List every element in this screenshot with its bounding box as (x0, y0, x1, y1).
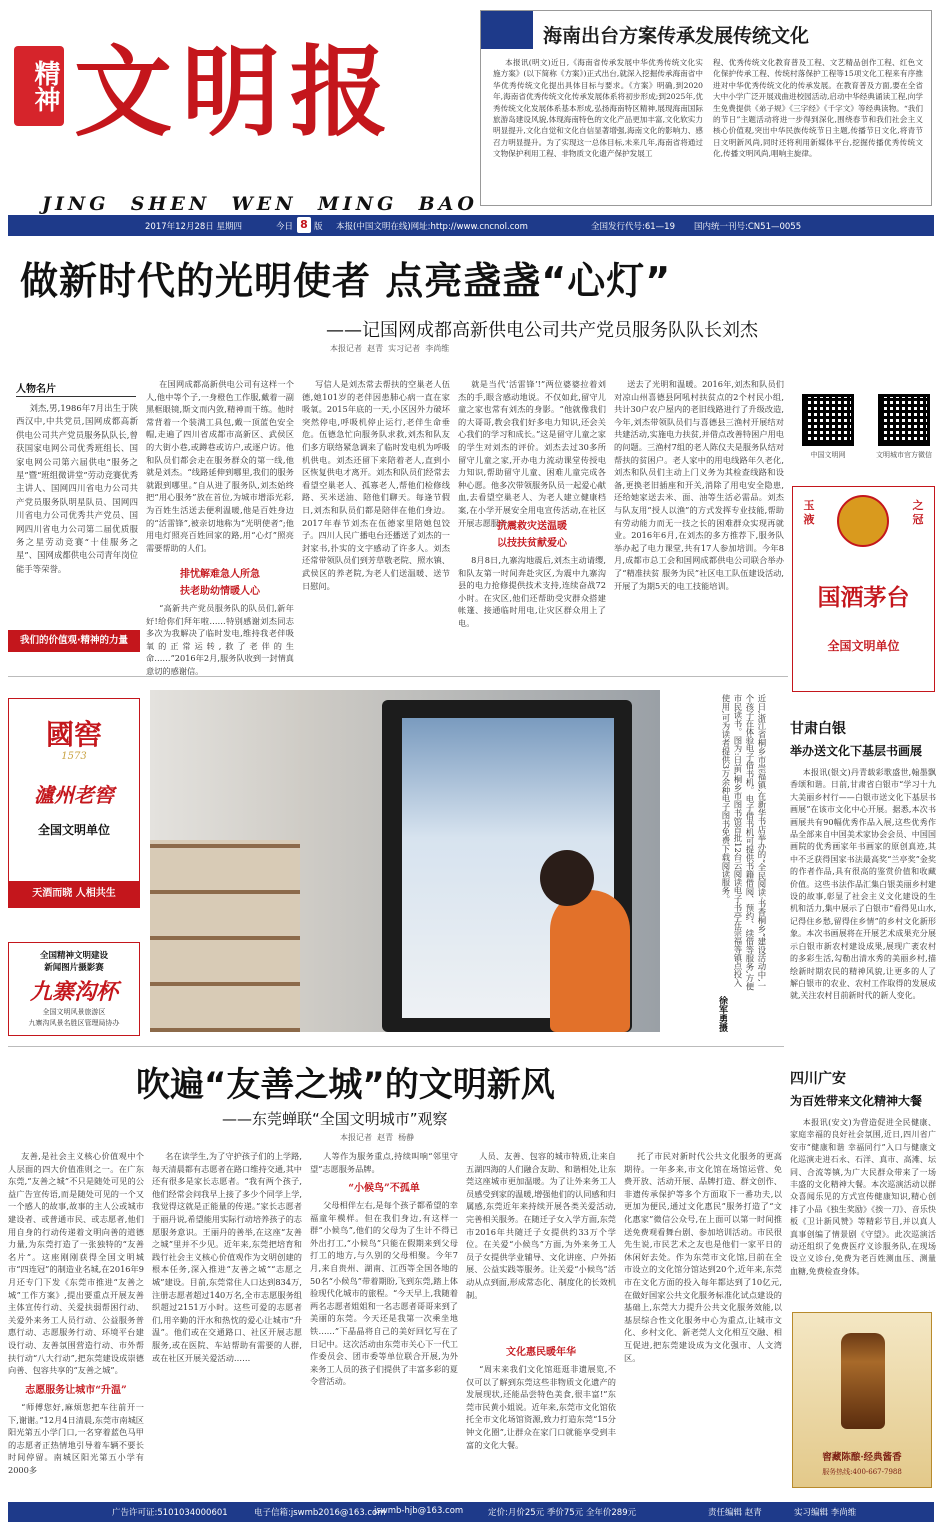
newspaper-pinyin: JING SHEN WEN MING BAO (42, 193, 478, 215)
moutai-top-left: 玉液 (803, 499, 815, 526)
right-news-1-text: 本报讯(银文)丹青载彩歌盛世,翰墨飘香颂和谐。日前,甘肃省白银市“学习十九大美丽乡村行——白银市送文化下基层书画展”在该市文化中心开展。据悉,本次书画展共有90幅优秀作品入展,这些优秀作品全部来自中国美术家协会会员、中国国画院的优秀画家年书画家的原创真迹,其中不乏获得国家书法最高奖“兰亭奖”金奖的作者作品,具有很高的鉴赏价值和收藏价值。这些书法作品汇集白银美丽乡村建设的故事,彰显了社会主义文化建设的生机和活力,集中展示了白银市“看得见山水,记得住乡愁,留得住乡情”的乡村文化新形象。本次书画展将在开展艺术成果充分展示白银市新农村建设成果,展现广袤农村的多彩生活,勾勒出清水秀的美丽乡村,描绘新时期农民的精神风貌,让更多的人了解白银市的农业、农村工作取得的发展成就,关注农村目前新时代的新人变化。 (790, 768, 936, 1001)
second-col-1b-text: “师傅您好,麻烦您把车往前开一下,谢谢。”12月4日清晨,东莞市南城区阳光第五小学门口,一名穿着蓝色马甲的志愿者正热情地引导着车辆不要长时间停留。南城区阳光第五小学有2000多 (8, 1402, 144, 1475)
moutai-emblem-icon (837, 495, 889, 547)
qr-code-2-label: 文明城市官方微信 (876, 451, 932, 459)
photo-caption: 近日,浙江省桐乡市崇福镇,在新华书店举办的“全民阅读·书香桐乡”建设活动中,一个孩子在体验电子借书机。电子借书机可提供书籍借阅、预约、续借等服务,方便市民读书。图为:日前,桐乡市图书馆首批12台云阅读电子书亭在崇福等镇点投入使用,可为读者提供3万余种电子图书免费下载阅读服务。 (721, 694, 767, 991)
top-news-bar (481, 11, 533, 49)
right-news-2-subtitle: 为百姓带来文化精神大餐 (790, 1094, 923, 1108)
footer-ad-license: 广告许可证:5101034000601 (112, 1508, 228, 1518)
profile-text: 刘杰,男,1986年7月出生于陕西汉中,中共党员,国网成都高新供电公司共产党员服务队队长,曾获国家电网公司优秀班组长、国家电网公司第六届供电“服务之星”暨“班组微讲堂”劳动竞赛优秀主讲人、国网四川省电力公司共产党员服务队明星队员、国网四川省电力公司优秀共产党员、国网四川省电力公司第二届优质服务之星劳动竞赛“十佳服务之星”、国网成都供电公司青年岗位能手等荣誉。 (16, 403, 138, 574)
footer-intern: 实习编辑 李尚维 (794, 1508, 857, 1518)
top-news-col2: 程、优秀传统文化教育普及工程、文艺精品创作工程、红色文化保护传承工程、传统村落保护工程等15项文化工程来有序推进对中华优秀传统文化的传承发展。在教育普及方面,要在全省大中小学广泛开展戏曲进校园活动,启动中华经典诵读工程,向学生免费提供《弟子规》《三字经》《千字文》等经典读物。“我们的节日”主题活动将进一步得到深化,围绕春节和我们社会主义核心价值观,突出中华民族传统节日主题,传播节日文化,将青节日文明新风尚,同时还将利用新媒体平台,挖掘传播优秀传统文化,传播文明风尚,唱响主旋律。 (713, 58, 923, 159)
right-news-2-text: 本报讯(安文)为营造促进全民健康、家庭幸福的良好社会氛围,近日,四川省广安市“健康和谐 幸福同行”入口与健康文化巡演走进石永、石洋、真市、高滩、坛同、合流等镇,为广大民群众带来了一场丰盛的文化精神大餐。本次巡演活动以群众喜闻乐见的方式宣传健康知识,精心创排了小品《独生奖励》《挨一刀》、音乐快板《卫计新风赞》等精彩节目,并以真人真事创编了情景剧《守望》。此次巡演活动还组织了免费医疗义诊服务队,在现场设立义诊台,免费为老百姓测血压、测量血糖,免费检查身体。 (790, 1118, 936, 1276)
lead-byline: 本报记者 赵青 实习记者 李尚维 (330, 344, 450, 353)
photo-child (550, 890, 630, 1032)
jiuzhai-host-2: 九寨沟风景名胜区管理局协办 (28, 1019, 120, 1027)
lead-col-2: 写信人是刘杰常去帮扶的空巢老人伍德,她101岁的老伴因患肺心病一直在家吸氧。2015年底的一天,小区因外力破坏突然停电,呼吸机停止运行,老伴生命垂危。伍德急忙向服务队求救,刘杰和队友们多方联络紧急调来了临时发电机为呼吸机供电。刘杰还留下来陪着老人,直到小区恢复供电才离开。刘杰和队员们经常去看望空巢老人、孤寡老人,帮他们检修线路、买米送油、陪他们聊天。每逢节假日,刘杰和队员们都是陪伴在他们身边。2017年春节刘杰在伍德家里陪她包饺子。四川人民广播电台还播送了刘杰的一封家书,扑实的文字感动了许多人。刘杰还常带领队员们到芳草敬老院、照水镇、武侯区的养老院,为老人们送温暖、送节日慰问。 (302, 379, 450, 591)
jiuzhai-subtitle: 新闻图片摄影赛 (44, 963, 104, 973)
jiuzhai-ad[interactable] (8, 942, 140, 1036)
section-divider-2 (8, 1046, 784, 1047)
second-col-1-text: 友善,是社会主义核心价值观中个人层面的四大价值准则之一。在广东东莞,“友善之城”不只是随处可见的公益广告宣传语,而是随处可见的一个又一个感人的故事,故事的主人公或城市建设者、或普通市民、或志愿者,他们用自身的行动传递着文明向善的道德力量,为东莞打造了一张独特的“友善名片”。这座刚刚获得全国文明城市“四连冠”的制造业名城,在2016年9月还专门下发《东莞市推进“友善之城”工作方案》,提出要重点开展友善主体宣传行动、关爱扶弱帮困行动、关爱外来务工人员行动、公益服务普惠行动、志愿服务行动、环境平台建设行动、友善氛围营造行动、市外帮扶行动“八大行动”,把东莞建设成崇德向善、包容共享的“友善之城”。 (8, 1151, 144, 1376)
footer-bar (8, 1502, 934, 1522)
header-info-bar (8, 215, 934, 236)
moutai-unit: 全国文明单位 (827, 639, 900, 653)
photo-bookshelf (150, 840, 300, 1032)
jiuzhai-title: 全国精神文明建设 (39, 951, 108, 961)
jiuzhai-host-1: 全国文明风景旅游区 (42, 1008, 106, 1016)
footer-email-2[interactable]: jswmb-hjb@163.com (374, 1506, 464, 1516)
lead-col-1 (146, 378, 294, 676)
second-byline: 本报记者 赵青 杨静 (340, 1133, 415, 1142)
photo-credit: 徐军勇摄 (717, 996, 727, 1032)
luzhou-ad[interactable] (8, 698, 140, 908)
lead-col-1-text: 在国网成都高新供电公司有这样一个人,他中等个子,一身橙色工作服,戴着一副黑框眼镜,斯文而内敛,精神而干练。他时常背着一个装满工具包,戴一顶蓝色安全帽,走遍了四川省成都市高新区、武侯区的大街小巷,或蹲巷或访户,或逐户访。他和队员们都会走在服务群众的第一线,他就是刘杰。“线路延伸到哪里,我们的服务就跟到哪里。”自从进了服务队,刘杰始终把“用心服务”放在首位,为城市增添光彩,为百姓生活送去便利温暖,他是百姓身边的“活雷锋”,被亲切地称为“光明使者”;他用电灯照亮百姓回家的路,用“心灯”照亮需要帮助的人们。 (146, 379, 294, 553)
second-col-1 (8, 1150, 144, 1496)
second-subhead-1: 志愿服务让城市“升温” (25, 1385, 127, 1396)
second-subhead-3: 文化惠民暖年华 (506, 1347, 576, 1358)
newspaper-title: 文明报 (74, 35, 399, 150)
lead-col-1b-text: “高新共产党员服务队的队员们,新年好!给你们拜年啦……特别感谢刘杰同志多次为我解决了临时发电,维持我老伴吸氧的正常运转,救了老伴的生命……”2016年2月,服务队收到一封情真意切的感谢信。 (146, 603, 294, 676)
lead-headline: 做新时代的光明使者 点亮盏盏“心灯” (20, 259, 672, 303)
today-label: 今日 (276, 222, 294, 232)
qr-code-2-img[interactable] (878, 394, 930, 446)
bottle-icon (841, 1333, 885, 1429)
lead-subhead-2: 抗震救灾送温暖 (497, 521, 567, 532)
footer-email[interactable]: 电子信箱:jswmb2016@163.com (254, 1508, 386, 1518)
lead-col-3 (458, 378, 606, 666)
second-headline: 吹遍“友善之城”的文明新风 (136, 1065, 555, 1105)
second-col-4 (466, 1150, 616, 1496)
second-subtitle: ——东莞蝉联“全国文明城市”观察 (222, 1110, 448, 1128)
lead-col-3b-text: 8月8日,九寨沟地震后,刘杰主动请缨,和队友第一时间奔赴灾区,为震中九寨沟县的电力抢修提供技术支持,连续奋战72小时。在灾区,他们还帮助受灾群众搭建帐篷、接通临时用电,让灾区群众用上了电。 (458, 555, 606, 628)
second-subhead-2: “小候鸟”不孤单 (348, 1183, 420, 1194)
moutai-ad[interactable] (792, 486, 935, 692)
second-col-5: 托了市民对新时代公共文化服务的更高期待。一年多来,市文化馆在场馆运营、免费开放、活动开展、品牌打造、群文创作、非遗传承保护等多个方面取下一番功夫,以更加为便民,通过文化惠民”服务打造了“文化惠家”微信公众号,在上面可以第一时间推送免费观看舞台剧、参加培训活动。市民很先生说,市民艺术之友也是他们一家平日的休闲好去处。作为东莞市文化馆,目前在全市设立的文化馆分馆达到20个,近年来,东莞市在文化方面的投入每年都达到了10亿元,在做好国家公共文化服务标准化试点建设的基础上,东莞大力提升公共文化服务效能,以基层综合性文化服务中心为重点,让城市文化、乡村文化、新老莞人文化相互交融、相互促进,把东莞建设成为文化强市、人文湾区。 (624, 1151, 782, 1363)
lead-subhead-1b: 扶老助幼情暖人心 (180, 586, 260, 597)
baijiu-bottle-ad[interactable] (792, 1312, 932, 1488)
photo-child-head (540, 850, 594, 906)
cn-code: 国内统一刊号:CN51—0055 (694, 222, 802, 232)
second-col-3-text: 人等作为服务重点,持续叫响“邻里守望”志愿服务品牌。 (310, 1151, 458, 1174)
profile-box (8, 378, 140, 660)
top-news-col1: 本报讯(明文)近日,《海南省传承发展中华优秀传统文化实施方案》(以下简称《方案》)正式出台,就深入挖掘传承海南省中华优秀传统文化提出具体目标与要求。《方案》明确,到2020年,海南省优秀传统文化传承发展体系将初步形成;到2025年,优秀传统文化发展体系基本形成,弘扬海南特区精神,展现海南国际旅游岛建设风貌,体现海南特色的文化产品更加丰富,文化软实力明显提升,文化自觉和文化自信显著增强,海南文化的影响力、感召力明显提升。为了实现这一总体目标,未来几年,海南省将通过文物保护利用工程、非物质文化遗产保护发展工 (493, 58, 703, 159)
news-photo[interactable] (150, 690, 660, 1032)
masthead (8, 8, 478, 215)
lead-col-3-text: 就是当代‘活雷锋’!”两位婆婆拉着刘杰的手,眼含感动地说。不仅如此,留守儿童之家也常有刘杰的身影。“他就像我们的大哥哥,教会我们好多电力知识,还会关心我们的学习和成长。”这是留守儿童之家的学生对刘杰的评价。刘杰去过30多所留守儿童之家,开办电力流动课堂传授电力知识,帮助留守儿童、困难儿童完成各种心愿。他多次带领服务队员一起爱心献血,去看望空巢老人、为老人建立健康档案,在小学开展安全用电宣传活动,在社区开展志愿服务。 (458, 379, 606, 528)
second-col-3 (310, 1150, 458, 1496)
luzhou-unit: 全国文明单位 (37, 823, 110, 837)
issue-date: 2017年12月28日 星期四 (145, 222, 242, 232)
second-columns (8, 1150, 784, 1496)
profile-title-rule (16, 396, 136, 397)
second-col-4-text: 人员、友善、包容的城市特质,让来自五湖四海的人们融合友助、和谐相处,让东莞这座城市更加温暖。为了让外来务工人员感受到家的温暖,增强他们的认同感和归属感,东莞近年来持续开展各类关爱活动,完善相关服务。在随迁子女入学方面,东莞市2016年共随迁子女提供约33万个学位。在关爱“小候鸟”方面,为外来务工人员子女提供学业辅导、文化讲座、户外拓展、公益实践等服务。让关爱“小候鸟”活动从点到面,形成常态化、制度化的长效机制。 (466, 1151, 616, 1300)
issue-code: 全国发行代号:61—19 (591, 222, 675, 232)
lead-subhead-1: 排忧解难急人所急 (180, 569, 260, 580)
top-news-box (480, 10, 932, 206)
website-label[interactable]: 本报(中国文明在线)网址:http://www.cncnol.com (336, 222, 528, 232)
values-slogan: 我们的价值观·精神的力量 (8, 630, 140, 652)
footer-editor: 责任编辑 赵青 (708, 1508, 762, 1518)
right-news-1-title: 甘肃白银 (790, 721, 846, 737)
page-count-unit: 版 (314, 222, 323, 232)
right-news-2 (790, 1068, 936, 1308)
top-news-title: 海南出台方案传承发展传统文化 (543, 25, 810, 47)
bottle-ad-line2: 服务热线:400-667-7988 (822, 1468, 902, 1476)
second-col-3b-text: 父母相伴左右,是每个孩子都希望的幸福童年模样。但在我们身边,有这样一群“小候鸟”,他们的父母为了生计不得已外出打工,“小候鸟”只能在假期来到父母打工的地方,与久别的父母相聚。今年7月,来自贵州、湖南、江西等全国各地的50名“小候鸟”带着期盼,飞到东莞,踏上体验现代化城市的旅程。“今天早上,我随着两名志愿者姐姐和一名志愿者哥哥来到了美丽的东莞。今天还是我第一次乘坐地铁……”下晶晶将自己的美好回忆写在了日记中。这次活动由东莞市关心下一代工作委员会、团市委等单位联合开展,为外来务工人员的孩子们提供了丰富多彩的夏令营活动。 (310, 1200, 458, 1387)
luzhou-slogan: 天酒而晓 人相共生 (9, 881, 139, 907)
right-news-1-subtitle: 举办送文化下基层书画展 (790, 744, 923, 758)
footer-price: 定价:月价25元 季价75元 全年价289元 (488, 1508, 637, 1518)
luzhou-name: 瀘州老窖 (34, 783, 114, 807)
moutai-brand: 国酒茅台 (817, 584, 910, 611)
section-divider-1 (8, 676, 788, 677)
moutai-top-right: 之冠 (912, 499, 924, 526)
profile-title: 人物名片 (16, 384, 56, 395)
lead-subhead-2b: 以技扶贫献爱心 (497, 538, 567, 549)
page-count-badge: 8 (297, 217, 311, 233)
qr-code-1-img[interactable] (802, 394, 854, 446)
lead-subtitle: ——记国网成都高新供电公司共产党员服务队队长刘杰 (326, 320, 758, 341)
jiuzhai-brand: 九寨沟杯 (29, 979, 118, 1005)
bottle-ad-line1: 窖藏陈酿·经典酱香 (822, 1452, 902, 1463)
second-col-4b-text: “周末来我们文化馆逛逛非遗展览,不仅可以了解到东莞这些非物质文化遗产的发展现状,还能品尝特色美食,很丰富!”东莞市民黄小姐说。近年来,东莞市文化馆依托全市文化场馆资源,致力打造东莞“15分钟文化圈”,让群众在家门口就能享受到丰富的文化大餐。 (466, 1364, 616, 1450)
right-news-1 (790, 718, 936, 1040)
lead-col-4: 送去了光明和温暖。2016年,刘杰和队员们对凉山州喜德县阿吼村扶贫点的2个村民小组,共计30户农户屋内的老旧线路进行了升级改造,今年,刘杰带领队员们与喜德县三渔村开展结对共建活动,实施电力扶贫,并借点改善特困户用电的问题。三渔村7组的老人陈仪夫是服务队结对帮扶的贫困户。老人家中的用电线路年久老化,刘杰和队员们主动上门义务为其检查线路和设备,更换老旧插座和开关,消除了用电安全隐患,还给她家送去米、面、油等生活必需品。刘杰与队友用“授人以渔”的方式发挥专业技能,帮助有劳动能力而无一技之长的困难群众实现再就业。2016年6月,在刘杰的多方推荐下,服务队举办起了电力课堂,共有17人参加培训。今年8月,成都市总工会和国网成都供电公司联合举办了“精准扶贫 服务为民”社区电工队伍建设活动,开展了为期5天的电工技能培训。 (614, 379, 784, 591)
luzhou-brand: 國窖 (45, 718, 102, 751)
qr-code-1-label: 中国文明网 (810, 451, 846, 459)
lead-columns (146, 378, 786, 676)
seal-logo: 精神 (14, 46, 64, 126)
right-news-2-title: 四川广安 (790, 1071, 846, 1087)
luzhou-year: 1573 (61, 751, 87, 762)
second-col-2: 名在读学生,为了守护孩子们的上学路,每天清晨都有志愿者在路口维持交通,其中还有很多是家长志愿者。“我有两个孩子,他们经常会问我早上接了多少个同学上学,我觉得这就是正能量的传递。”家长志愿者于丽丹说,希望能用实际行动培养孩子的志愿服务意识。王丽丹的善举,在这座“友善之城”里并不少见。近年来,东莞把培育和践行社会主义核心价值观作为文明创建的根本任务,深入推进“友善之城”“志愿之城”建设。目前,东莞常住人口达到834万,注册志愿者超过140万名,全市志愿服务组织超过2151万小时。这些可爱的志愿者们,用辛勤的汗水和热忱的爱心让城市“升温”。他们或在交通路口、社区开展志愿服务,或在医院、车站帮助有需要的人群,或在社区开展关爱活动…… (152, 1151, 302, 1363)
